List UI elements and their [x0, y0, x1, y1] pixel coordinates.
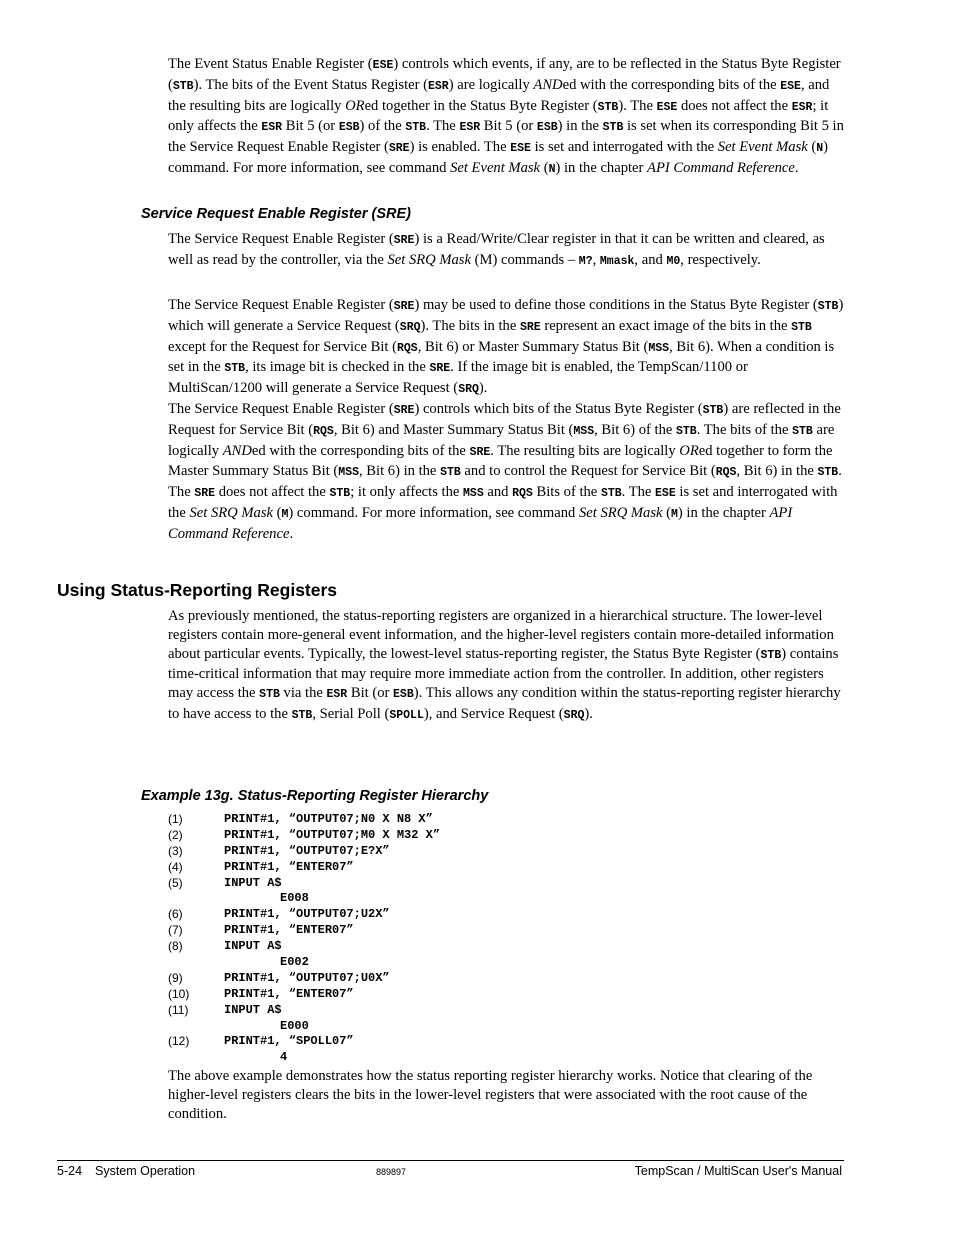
line-number: (4) — [168, 859, 183, 874]
line-number: (8) — [168, 939, 183, 954]
ese-paragraph-text: The Event Status Enable Register (ESE) controls which events, if any, are to be reflected in the Status Byte Register (STB). The bits of the Event Status Register (ESR) are logically ANDed with the corresponding bits of the ESE, and the resulting bits are logically ORed together in the Status Byte Register (STB). The ESE does not affect the ESR; it only affects the ESR Bit 5 (or ESB) of the STB. The ESR Bit 5 (or ESB) in the STB is set when its corresponding Bit 5 in the Service Request Enable Register (SRE) is enabled. The ESE is set and interrogated with the Set Event Mask (N) command. For more information, see command Set Event Mask (N) in the chapter API Command Reference. — [168, 56, 844, 176]
code-output: E008 — [280, 891, 309, 906]
footer-manual-title: TempScan / MultiScan User's Manual — [634, 1164, 842, 1178]
line-number: (5) — [168, 875, 183, 890]
code-output-line — [168, 1050, 668, 1066]
code-text: PRINT#1, “ENTER07” — [224, 986, 354, 1001]
code-text: PRINT#1, “OUTPUT07;N0 X N8 X” — [224, 812, 433, 826]
code-line — [168, 876, 668, 892]
using-paragraph — [168, 607, 844, 726]
code-line — [168, 828, 668, 844]
code-line — [168, 971, 668, 987]
code-line — [168, 939, 668, 955]
code-line — [168, 844, 668, 860]
ese-paragraph — [168, 55, 844, 180]
footer-page-number: 5-24 — [57, 1164, 83, 1178]
code-output: E000 — [280, 1018, 309, 1033]
line-number: (3) — [168, 843, 183, 858]
line-number: (1) — [168, 812, 183, 826]
code-listing — [168, 812, 668, 1066]
closing-paragraph — [168, 1067, 844, 1123]
code-text: PRINT#1, “ENTER07” — [224, 859, 354, 874]
code-line — [168, 923, 668, 939]
footer-section-title: System Operation — [95, 1164, 196, 1178]
code-text: INPUT A$ — [224, 1002, 282, 1017]
sre-paragraph-3-text: The Service Request Enable Register (SRE) controls which bits of the Status Byte Register (STB) are reflected in the Request for Service Bit (RQS, Bit 6) and Master Summary Status Bit (MSS, Bit 6) of the STB. The bits of the STB are logically ANDed with the corresponding bits of the SRE. The resulting bits are logically ORed together to form the Master Summary Status Bit (MSS, Bit 6) in the STB and to control the Request for Service Bit (RQS, Bit 6) in the STB. The SRE does not affect the STB; it only affects the MSS and RQS Bits of the STB. The ESE is set and interrogated with the Set SRQ Mask (M) command. For more information, see command Set SRQ Mask (M) in the chapter API Command Reference. — [168, 401, 842, 542]
line-number: (2) — [168, 827, 183, 842]
code-line — [168, 1003, 668, 1019]
line-number: (7) — [168, 923, 183, 938]
code-output: 4 — [280, 1050, 288, 1065]
sre-paragraph-2 — [168, 296, 844, 400]
line-number: (9) — [168, 970, 183, 985]
code-line — [168, 812, 668, 828]
sre-paragraph-2-text: The Service Request Enable Register (SRE) may be used to define those conditions in the Status Byte Register (STB) which will generate a Service Request (SRQ). The bits in the SRE represent an exact image of the bits in the STB except for the Request for Service Bit (RQS, Bit 6) or Master Summary Status Bit (MSS, Bit 6). When a condition is set in the STB, its image bit is checked in the SRE. If the image bit is enabled, the TempScan/1100 or MultiScan/1200 will generate a Service Request (SRQ). — [168, 297, 844, 397]
code-output: E002 — [280, 955, 309, 970]
line-number: (12) — [168, 1034, 190, 1049]
example-heading: Example 13g. Status-Reporting Register Hierarchy — [141, 788, 489, 804]
code-line — [168, 907, 668, 923]
using-section-heading: Using Status-Reporting Registers — [57, 580, 338, 600]
code-text: PRINT#1, “OUTPUT07;U2X” — [224, 907, 390, 922]
line-number: (10) — [168, 986, 190, 1001]
code-output-line — [168, 1019, 668, 1035]
line-number: (11) — [168, 1002, 189, 1017]
sre-paragraph-1 — [168, 230, 844, 272]
footer-divider — [57, 1160, 844, 1161]
sre-paragraph-3 — [168, 400, 844, 544]
code-text: PRINT#1, “OUTPUT07;E?X” — [224, 843, 390, 858]
code-text: PRINT#1, “OUTPUT07;M0 X M32 X” — [224, 827, 441, 842]
code-output-line — [168, 891, 668, 907]
sre-section-heading: Service Request Enable Register (SRE) — [141, 206, 411, 222]
code-line — [168, 987, 668, 1003]
code-text: INPUT A$ — [224, 875, 282, 890]
code-text: PRINT#1, “SPOLL07” — [224, 1034, 354, 1049]
code-text: PRINT#1, “ENTER07” — [224, 923, 354, 938]
code-text: PRINT#1, “OUTPUT07;U0X” — [224, 970, 390, 985]
code-line — [168, 860, 668, 876]
code-output-line — [168, 955, 668, 971]
sre-paragraph-1-text: The Service Request Enable Register (SRE) is a Read/Write/Clear register in that it can be written and cleared, as well as read by the controller, via the Set SRQ Mask (M) commands – M?, Mmask, and M0, respectively. — [168, 231, 825, 268]
code-line — [168, 1034, 668, 1050]
closing-paragraph-text: The above example demonstrates how the status reporting register hierarchy works. Notice that clearing of the higher-level registers clears the bits in the lower-level registers that were associated with the root cause of the condition. — [168, 1068, 813, 1122]
line-number: (6) — [168, 907, 183, 922]
using-paragraph-text: As previously mentioned, the status-reporting registers are organized in a hierarchical structure. The lower-level registers contain more-general event information, and the higher-level registers contain more-detailed information about particular events. Typically, the lowest-level status-reporting register, the Status Byte Register (STB) contains time-critical information that may require more immediate action from the controller. In addition, other registers may access the STB via the ESR Bit (or ESB). This allows any condition within the status-reporting register hierarchy to have access to the STB, Serial Poll (SPOLL), and Service Request (SRQ). — [168, 608, 841, 722]
code-text: INPUT A$ — [224, 939, 282, 954]
footer-doc-number: 889897 — [376, 1167, 407, 1177]
